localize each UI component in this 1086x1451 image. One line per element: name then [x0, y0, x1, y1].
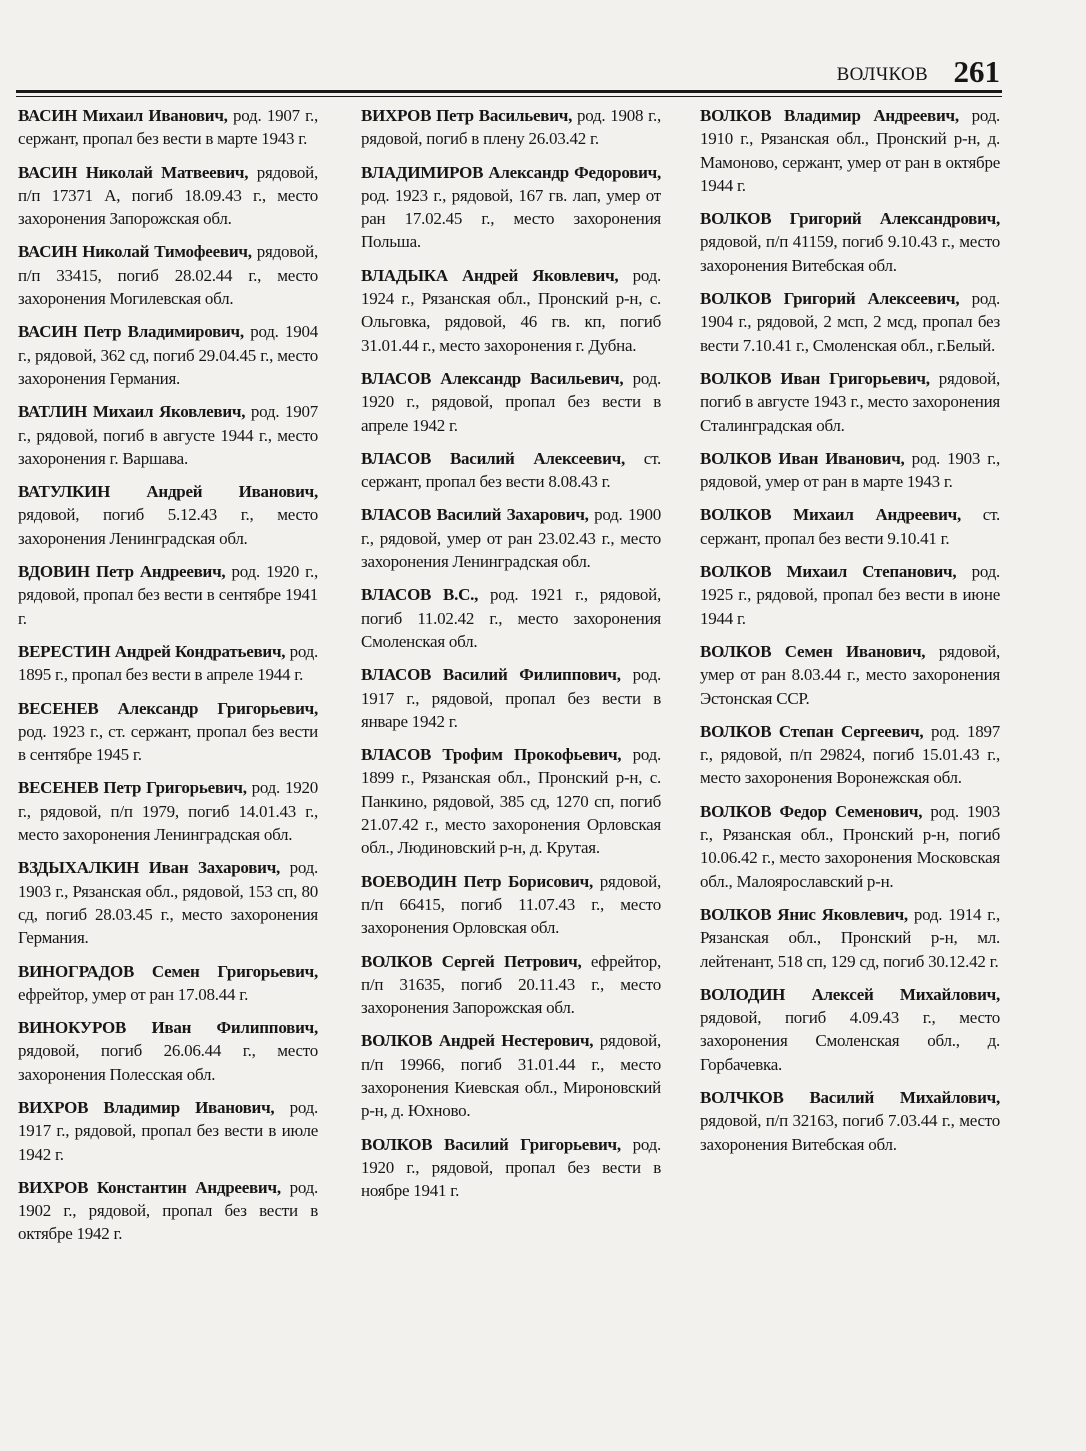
column-1 — [18, 104, 318, 1256]
person-name: ВИНОКУРОВ Иван Филиппович, — [18, 1018, 318, 1038]
running-head: ВОЛЧКОВ — [836, 64, 928, 85]
person-name: ВЛАСОВ Василий Алексеевич, — [361, 448, 625, 468]
person-name: ВОЛОДИН Алексей Михайлович, — [700, 984, 1000, 1004]
person-entry — [361, 950, 661, 1020]
person-name: ВЛАСОВ Трофим Прокофьевич, — [361, 745, 622, 765]
person-entry — [361, 743, 661, 859]
person-name: ВОЛКОВ Григорий Александрович, — [700, 209, 1000, 229]
person-name: ВОЛКОВ Владимир Андреевич, — [700, 106, 959, 125]
person-entry — [18, 104, 318, 151]
person-name: ВАСИН Николай Тимофеевич, — [18, 242, 252, 262]
person-name: ВАТУЛКИН Андрей Иванович, — [18, 482, 318, 502]
person-name: ВОЛЧКОВ Василий Михайлович, — [700, 1087, 1000, 1107]
column-2 — [361, 104, 661, 1212]
person-name: ВЛАСОВ Василий Захарович, — [361, 505, 589, 525]
person-entry — [18, 856, 318, 949]
person-entry — [700, 287, 1000, 357]
person-entry — [18, 1016, 318, 1086]
person-entry — [700, 640, 1000, 710]
person-details: род. 1920 г., рядовой, п/п 1979, погиб 14.01.43 г., место захоронения Ленинградская обл. — [18, 778, 318, 845]
page-header — [20, 54, 1002, 90]
person-entry — [700, 1086, 1000, 1156]
person-entry — [18, 776, 318, 846]
person-name: ВОЛКОВ Степан Сергеевич, — [700, 721, 924, 741]
person-details: род. 1904 г., рядовой, 362 сд, погиб 29.04.45 г., место захоронения Германия. — [18, 322, 318, 388]
person-details: род. 1900 г., рядовой, умер от ран 23.02.43 г., место захоронения Ленинградская обл. — [361, 505, 661, 572]
person-details: род. 1923 г., рядовой, 167 гв. лап, умер от ран 17.02.45 г., место захоронения Польша. — [361, 185, 661, 252]
person-entry — [361, 264, 661, 357]
person-details: род. 1903 г., Рязанская обл., рядовой, 153 сп, 80 сд, погиб 28.03.45 г., место захоронения Германия. — [18, 858, 318, 948]
person-details: род. 1923 г., ст. сержант, пропал без вести в сентябре 1945 г. — [18, 721, 318, 765]
person-name: ВОЛКОВ Михаил Степанович, — [700, 562, 957, 582]
person-entry — [18, 320, 318, 390]
person-details: рядовой, п/п 66415, погиб 11.07.43 г., место захоронения Орловская обл. — [361, 871, 661, 938]
person-entry — [361, 663, 661, 733]
person-name: ВОЛКОВ Иван Григорьевич, — [700, 368, 930, 388]
person-name: ВДОВИН Петр Андреевич, — [18, 562, 226, 582]
person-details: род. 1925 г., рядовой, пропал без вести в июне 1944 г. — [700, 562, 1000, 628]
person-details: рядовой, погиб 4.09.43 г., место захоронения Смоленская обл., д. Горбачевка. — [700, 1008, 1000, 1074]
person-entry — [18, 161, 318, 231]
person-details: род. 1921 г., рядовой, погиб 11.02.42 г., место захоронения Смоленская обл. — [361, 585, 661, 651]
person-entry — [700, 104, 1000, 197]
person-entry — [700, 983, 1000, 1076]
person-name: ВАСИН Николай Матвеевич, — [18, 162, 249, 182]
person-entry — [18, 960, 318, 1007]
person-name: ВЛАСОВ Василий Филиппович, — [361, 665, 621, 685]
person-name: ВОЛКОВ Григорий Алексеевич, — [700, 289, 960, 309]
person-details: род. 1920 г., рядовой, пропал без вести в сентябре 1941 г. — [18, 562, 318, 628]
person-name: ВИНОГРАДОВ Семен Григорьевич, — [18, 961, 318, 981]
person-entry — [361, 104, 661, 151]
person-name: ВАТЛИН Михаил Яковлевич, — [18, 402, 246, 422]
person-name: ВЕРЕСТИН Андрей Кондратьевич, — [18, 641, 286, 661]
person-name: ВЛАСОВ В.С., — [361, 585, 479, 605]
person-entry — [700, 503, 1000, 550]
person-details: рядовой, п/п 17371 А, погиб 18.09.43 г., место захоронения Запорожская обл. — [18, 162, 318, 229]
person-details: род. 1920 г., рядовой, пропал без вести в ноябре 1941 г. — [361, 1134, 661, 1201]
person-details: рядовой, п/п 32163, погиб 7.03.44 г., место захоронения Витебская обл. — [700, 1111, 1000, 1154]
person-details: род. 1908 г., рядовой, погиб в плену 26.03.42 г. — [361, 106, 661, 149]
person-entry — [361, 1029, 661, 1122]
person-name: ВАСИН Михаил Иванович, — [18, 106, 228, 125]
person-details: род. 1903 г., рядовой, умер от ран в марте 1943 г. — [700, 448, 1000, 492]
person-name: ВОЛКОВ Семен Иванович, — [700, 641, 926, 661]
person-details: рядовой, погиб в августе 1943 г., место захоронения Сталинградская обл. — [700, 368, 1001, 435]
person-details: ст. сержант, пропал без вести 9.10.41 г. — [700, 505, 1001, 548]
person-entry — [700, 720, 1000, 790]
person-details: ефрейтор, умер от ран 17.08.44 г. — [18, 984, 249, 1004]
person-entry — [700, 560, 1000, 630]
person-entry — [361, 583, 661, 653]
person-entry — [361, 161, 661, 254]
column-3 — [700, 104, 1000, 1166]
person-name: ВЛАСОВ Александр Васильевич, — [361, 368, 624, 388]
person-details: род. 1907 г., сержант, пропал без вести в марте 1943 г. — [18, 106, 318, 149]
person-entry — [361, 447, 661, 494]
person-name: ВОЛКОВ Василий Григорьевич, — [361, 1134, 621, 1154]
person-details: род. 1897 г., рядовой, п/п 29824, погиб 15.01.43 г., место захоронения Воронежская обл. — [700, 721, 1000, 788]
person-details: род. 1899 г., Рязанская обл., Пронский р-н, с. Панкино, рядовой, 385 сд, 1270 сп, погиб 21.07.42 г., место захоронения Орловская обл., Людиновский р-н, д. Крутая. — [361, 745, 661, 858]
person-details: рядовой, умер от ран 8.03.44 г., место захоронения Эстонская ССР. — [700, 641, 1000, 708]
person-entry — [700, 903, 1000, 973]
person-entry — [700, 207, 1000, 277]
person-name: ВЕСЕНЕВ Александр Григорьевич, — [18, 698, 318, 718]
person-name: ВОЛКОВ Иван Иванович, — [700, 448, 905, 468]
person-name: ВЛАДИМИРОВ Александр Федорович, — [361, 162, 661, 182]
person-name: ВОЛКОВ Янис Яковлевич, — [700, 904, 908, 924]
page-number: 261 — [953, 54, 1000, 89]
person-entry — [361, 1133, 661, 1203]
person-entry — [18, 697, 318, 767]
person-name: ВЛАДЫКА Андрей Яковлевич, — [361, 265, 619, 285]
person-details: ст. сержант, пропал без вести 8.08.43 г. — [361, 448, 661, 492]
person-details: род. 1895 г., пропал без вести в апреле 1944 г. — [18, 641, 318, 685]
person-entry — [18, 1176, 318, 1246]
header-rule-thick — [16, 90, 1002, 93]
person-name: ВОЛКОВ Андрей Нестерович, — [361, 1031, 594, 1051]
person-details: ефрейтор, п/п 31635, погиб 20.11.43 г., место захоронения Запорожская обл. — [361, 951, 661, 1018]
person-details: род. 1904 г., рядовой, 2 мсп, 2 мсд, пропал без вести 7.10.41 г., Смоленская обл., г.Белый. — [700, 289, 1000, 355]
person-details: рядовой, погиб 5.12.43 г., место захоронения Ленинградская обл. — [18, 505, 318, 548]
person-details: род. 1917 г., рядовой, пропал без вести в январе 1942 г. — [361, 665, 661, 731]
person-entry — [18, 560, 318, 630]
person-name: ВАСИН Петр Владимирович, — [18, 322, 244, 342]
person-entry — [361, 503, 661, 573]
person-details: рядовой, п/п 19966, погиб 31.01.44 г., место захоронения Киевская обл., Мироновский р-н, д. Юхново. — [361, 1031, 662, 1121]
person-details: рядовой, п/п 41159, погиб 9.10.43 г., место захоронения Витебская обл. — [700, 232, 1000, 275]
person-name: ВИХРОВ Петр Васильевич, — [361, 106, 573, 125]
person-details: род. 1924 г., Рязанская обл., Пронский р-н, с. Ольговка, рядовой, 46 гв. кп, погиб 31.01.44 г., место захоронения г. Дубна. — [361, 265, 661, 355]
person-details: рядовой, п/п 33415, погиб 28.02.44 г., место захоронения Могилевская обл. — [18, 242, 318, 309]
person-name: ВИХРОВ Владимир Иванович, — [18, 1097, 275, 1117]
person-entry — [18, 1096, 318, 1166]
person-details: рядовой, погиб 26.06.44 г., место захоронения Полесская обл. — [18, 1041, 318, 1084]
person-name: ВОЛКОВ Сергей Петрович, — [361, 951, 582, 971]
person-details: род. 1902 г., рядовой, пропал без вести в октябре 1942 г. — [18, 1177, 318, 1244]
person-entry — [18, 640, 318, 687]
person-name: ВОЕВОДИН Петр Борисович, — [361, 871, 593, 891]
person-details: род. 1903 г., Рязанская обл., Пронский р-н, погиб 10.06.42 г., место захоронения Московская обл., Малоярославский р-н. — [700, 801, 1000, 891]
person-name: ВЕСЕНЕВ Петр Григорьевич, — [18, 778, 247, 798]
person-entry — [18, 400, 318, 470]
person-entry — [361, 367, 661, 437]
person-details: род. 1914 г., Рязанская обл., Пронский р-н, мл. лейтенант, 518 сп, 129 сд, погиб 30.12.42 г. — [700, 904, 1000, 971]
person-entry — [361, 870, 661, 940]
person-name: ВОЛКОВ Федор Семенович, — [700, 801, 923, 821]
person-entry — [700, 800, 1000, 893]
person-name: ВЗДЫХАЛКИН Иван Захарович, — [18, 858, 281, 878]
header-rule-thin — [16, 96, 1002, 97]
person-details: род. 1917 г., рядовой, пропал без вести в июле 1942 г. — [18, 1097, 318, 1164]
person-entry — [18, 240, 318, 310]
person-entry — [700, 367, 1000, 437]
person-details: род. 1920 г., рядовой, пропал без вести в апреле 1942 г. — [361, 368, 661, 435]
person-details: род. 1907 г., рядовой, погиб в августе 1944 г., место захоронения г. Варшава. — [18, 402, 318, 468]
person-name: ВОЛКОВ Михаил Андреевич, — [700, 505, 961, 525]
person-entry — [18, 480, 318, 550]
person-name: ВИХРОВ Константин Андреевич, — [18, 1177, 281, 1197]
person-details: род. 1910 г., Рязанская обл., Пронский р-н, д. Мамоново, сержант, умер от ран в октябре 1944 г. — [700, 106, 1000, 195]
person-entry — [700, 447, 1000, 494]
